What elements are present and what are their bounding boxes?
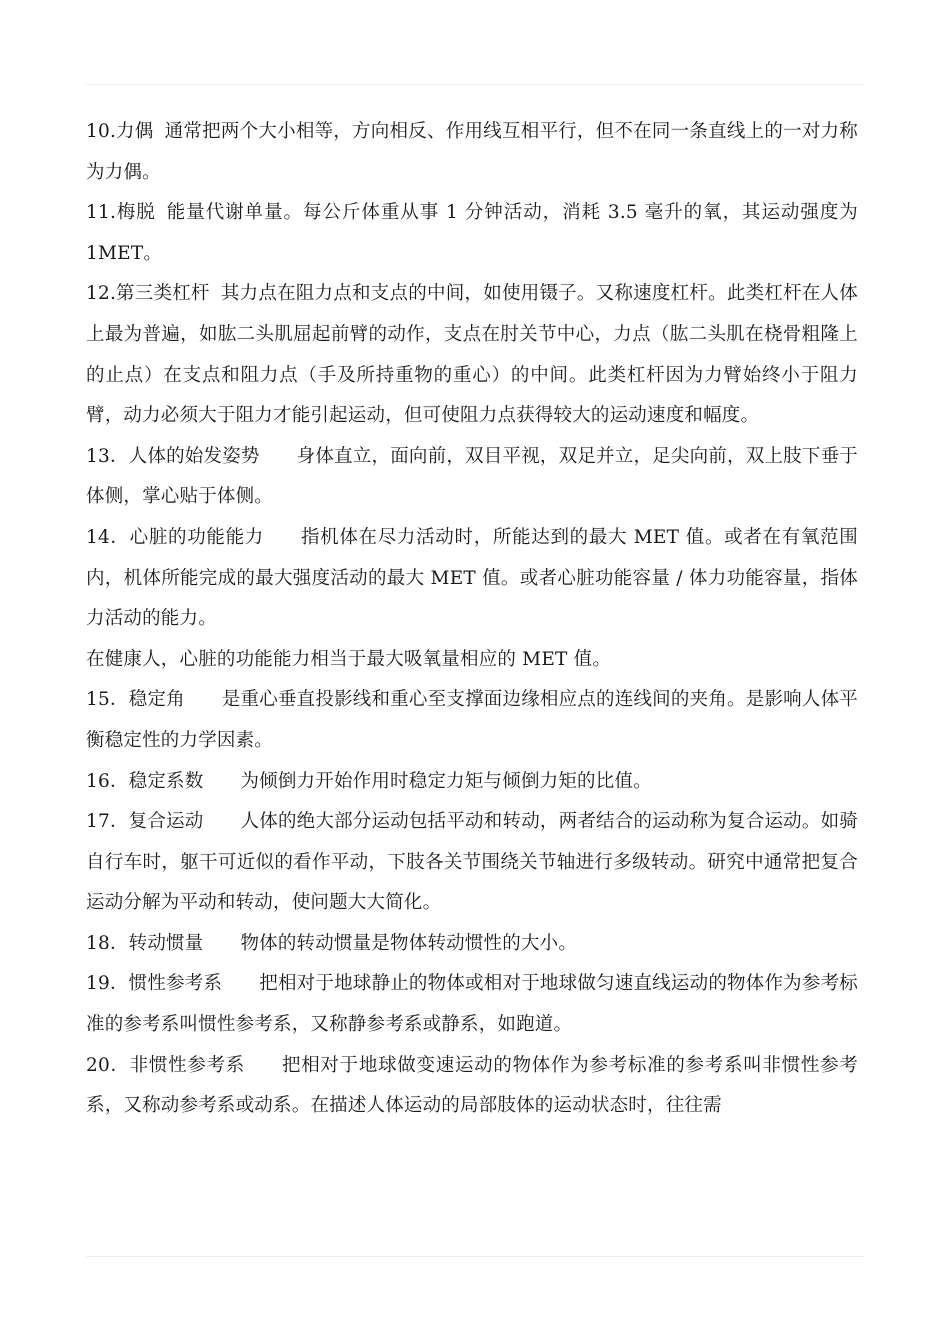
entry-term: 20．非惯性参考系: [86, 1054, 245, 1076]
entry-stability-coefficient: [86, 762, 858, 803]
entry-term: 15．稳定角: [86, 689, 185, 711]
entry-cardiac-note: [86, 640, 858, 681]
entry-term: 16．稳定系数: [86, 770, 204, 792]
entry-text: 是重心垂直投影线和重心至支撑面边缘相应点的连线间的夹角。是影响人体平衡稳定性的力学因素。: [86, 689, 858, 751]
entry-text: 把相对于地球静止的物体或相对于地球做匀速直线运动的物体作为参考标准的参考系叫惯性参考系，又称静参考系或静系，如跑道。: [86, 973, 858, 1036]
entry-term: 11.梅脱: [86, 202, 156, 224]
entry-term: 12.第三类杠杆: [86, 283, 210, 305]
entry-text: 为倾倒力开始作用时稳定力矩与倾倒力矩的比值。: [240, 770, 652, 792]
entry-met: [86, 193, 858, 274]
entry-text: 通常把两个大小相等，方向相反、作用线互相平行，但不在同一条直线上的一对力称为力偶。: [86, 121, 859, 183]
entry-text: 物体的转动惯量是物体转动惯性的大小。: [240, 932, 578, 954]
entry-text: 把相对于地球做变速运动的物体作为参考标准的参考系叫非惯性参考系，又称动参考系或动系。在描述人体运动的局部肢体的运动状态时，往往需: [86, 1054, 858, 1117]
entry-stability-angle: [86, 680, 858, 761]
document-body: [86, 112, 858, 1127]
entry-couple: [86, 112, 858, 193]
entry-moment-of-inertia: [86, 924, 858, 965]
entry-initial-posture: [86, 437, 858, 518]
entry-term: 14．心脏的功能能力: [86, 526, 264, 548]
entry-compound-motion: [86, 802, 858, 924]
entry-text: 身体直立，面向前，双目平视，双足并立，足尖向前，双上肢下垂于体侧，掌心贴于体侧。: [86, 445, 858, 508]
entry-term: 13．人体的始发姿势: [86, 445, 260, 467]
header-divider: [86, 84, 864, 85]
entry-term: 10.力偶: [86, 121, 154, 142]
footer-divider: [86, 1256, 864, 1257]
entry-text: 人体的绝大部分运动包括平动和转动，两者结合的运动称为复合运动。如骑自行车时，躯干可近似的看作平动，下肢各关节围绕关节轴进行多级转动。研究中通常把复合运动分解为平动和转动，使问题大大简化。: [86, 811, 858, 914]
entry-text: 在健康人，心脏的功能能力相当于最大吸氧量相应的 MET 值。: [86, 648, 612, 670]
entry-text: 能量代谢单量。每公斤体重从事 1 分钟活动，消耗 3.5 毫升的氧，其运动强度为 1MET。: [86, 202, 859, 264]
entry-text: 其力点在阻力点和支点的中间，如使用镊子。又称速度杠杆。此类杠杆在人体上最为普遍，如肱二头肌屈起前臂的动作，支点在肘关节中心，力点（肱二头肌在桡骨粗隆上的止点）在支点和阻力点（手及所持重物的重心）的中间。此类杠杆因为力臂始终小于阻力臂，动力必须大于阻力才能引起运动，但可使阻力点获得较大的运动速度和幅度。: [86, 283, 858, 427]
entry-non-inertial-frame: [86, 1046, 858, 1127]
entry-text: 指机体在尽力活动时，所能达到的最大 MET 值。或者在有氧范围内，机体所能完成的最大强度活动的最大 MET 值。或者心脏功能容量 / 体力功能容量，指体力活动的能力。: [86, 526, 858, 630]
entry-cardiac-functional-capacity: [86, 518, 858, 640]
entry-term: 19．惯性参考系: [86, 973, 223, 995]
entry-term: 17．复合运动: [86, 811, 204, 833]
entry-third-class-lever: [86, 274, 858, 436]
entry-term: 18．转动惯量: [86, 932, 204, 954]
entry-inertial-frame: [86, 964, 858, 1045]
